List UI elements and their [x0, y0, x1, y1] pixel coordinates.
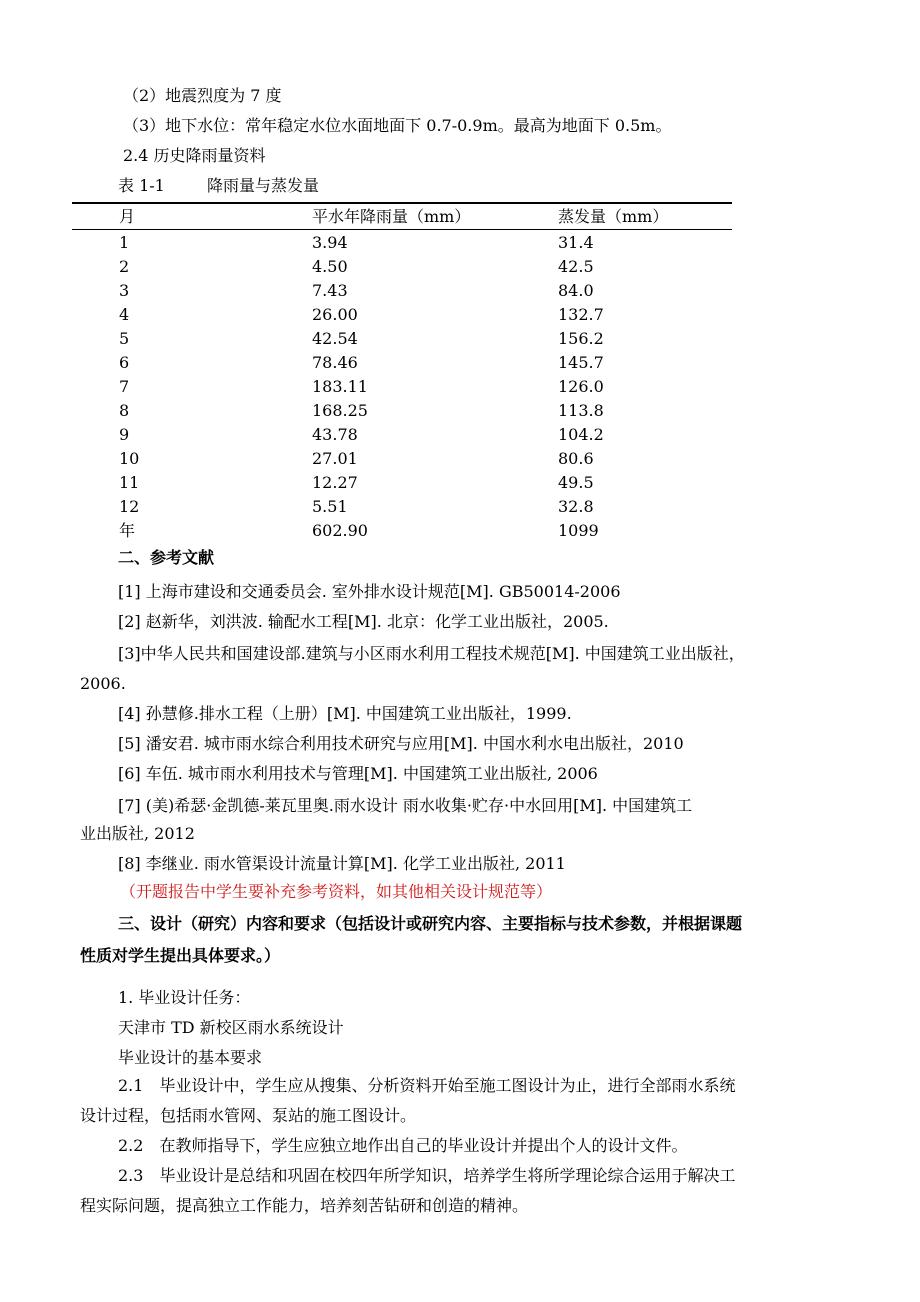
requirement-2-1-continued: 设计过程，包括雨水管网、泵站的施工图设计。 [80, 1106, 417, 1125]
groundwater-line: （3）地下水位：常年稳定水位水面地面下 0.7-0.9m。最高为地面下 0.5m。 [123, 116, 672, 135]
requirement-2-1: 2.1 毕业设计中，学生应从搜集、分析资料开始至施工图设计为止，进行全部雨水系统 [118, 1076, 736, 1095]
table-cell-rainfall: 12.27 [312, 473, 358, 492]
design-task-title: 天津市 TD 新校区雨水系统设计 [118, 1018, 344, 1037]
table-cell-rainfall: 7.43 [312, 281, 348, 300]
table-cell-rainfall: 78.46 [312, 353, 358, 372]
design-section-heading-continued: 性质对学生提出具体要求。） [80, 946, 281, 965]
reference-item-continued: 业出版社, 2012 [80, 824, 195, 843]
reference-item: [6] 车伍. 城市雨水利用技术与管理[M]. 中国建筑工业出版社, 2006 [118, 764, 598, 783]
table-cell-evaporation: 42.5 [558, 257, 594, 276]
table-cell-rainfall: 602.90 [312, 521, 368, 540]
table-header-evaporation: 蒸发量（mm） [558, 207, 669, 226]
reference-item: [3]中华人民共和国建设部.建筑与小区雨水利用工程技术规范[M]. 中国建筑工业出版社， [118, 644, 745, 663]
requirement-2-3: 2.3 毕业设计是总结和巩固在校四年所学知识，培养学生将所学理论综合运用于解决工 [118, 1166, 736, 1185]
references-heading: 二、参考文献 [118, 548, 215, 567]
table-cell-rainfall: 183.11 [312, 377, 368, 396]
table-cell-evaporation: 84.0 [558, 281, 594, 300]
table-cell-evaporation: 132.7 [558, 305, 604, 324]
table-cell-evaporation: 32.8 [558, 497, 594, 516]
table-cell-rainfall: 27.01 [312, 449, 358, 468]
reference-item: [1] 上海市建设和交通委员会. 室外排水设计规范[M]. GB50014-2006 [118, 582, 621, 601]
table-caption-title: 降雨量与蒸发量 [207, 176, 320, 195]
reference-item-continued: 2006. [80, 674, 126, 693]
reference-item: [4] 孙慧修.排水工程（上册）[M]. 中国建筑工业出版社，1999. [118, 704, 572, 723]
table-top-rule [72, 202, 732, 204]
table-cell-evaporation: 156.2 [558, 329, 604, 348]
reference-item: [5] 潘安君. 城市雨水综合利用技术研究与应用[M]. 中国水利水电出版社，2010 [118, 734, 684, 753]
table-cell-month: 5 [119, 329, 130, 348]
table-header-month: 月 [119, 207, 136, 226]
table-cell-month: 9 [119, 425, 130, 444]
table-cell-evaporation: 1099 [558, 521, 599, 540]
table-cell-evaporation: 113.8 [558, 401, 604, 420]
table-cell-rainfall: 43.78 [312, 425, 358, 444]
table-header-rainfall: 平水年降雨量（mm） [312, 207, 471, 226]
reference-item: [8] 李继业. 雨水管渠设计流量计算[M]. 化学工业出版社, 2011 [118, 854, 566, 873]
table-cell-month: 年 [119, 521, 136, 540]
table-cell-rainfall: 4.50 [312, 257, 348, 276]
table-cell-month: 6 [119, 353, 130, 372]
table-cell-evaporation: 31.4 [558, 233, 594, 252]
table-cell-evaporation: 145.7 [558, 353, 604, 372]
table-cell-evaporation: 80.6 [558, 449, 594, 468]
table-cell-month: 4 [119, 305, 130, 324]
table-cell-month: 1 [119, 233, 130, 252]
table-cell-rainfall: 26.00 [312, 305, 358, 324]
table-caption-number: 表 1-1 [118, 176, 165, 195]
table-cell-evaporation: 104.2 [558, 425, 604, 444]
requirement-2-2: 2.2 在教师指导下，学生应独立地作出自己的毕业设计并提出个人的设计文件。 [118, 1136, 688, 1155]
table-cell-rainfall: 5.51 [312, 497, 348, 516]
table-cell-month: 11 [119, 473, 140, 492]
table-cell-month: 8 [119, 401, 130, 420]
requirement-2-3-continued: 程实际问题，提高独立工作能力，培养刻苦钻研和创造的精神。 [80, 1196, 529, 1215]
table-cell-rainfall: 3.94 [312, 233, 348, 252]
design-task-heading: 1. 毕业设计任务： [118, 988, 251, 1007]
table-cell-month: 10 [119, 449, 140, 468]
basic-requirements-heading: 毕业设计的基本要求 [118, 1048, 263, 1067]
table-cell-month: 12 [119, 497, 140, 516]
table-cell-rainfall: 168.25 [312, 401, 368, 420]
table-cell-month: 3 [119, 281, 130, 300]
earthquake-line: （2）地震烈度为 7 度 [123, 86, 282, 105]
table-cell-month: 2 [119, 257, 130, 276]
reference-item: [2] 赵新华，刘洪波. 输配水工程[M]. 北京：化学工业出版社，2005. [118, 612, 609, 631]
design-section-heading: 三、设计（研究）内容和要求（包括设计或研究内容、主要指标与技术参数，并根据课题 [118, 914, 743, 933]
references-note: （开题报告中学生要补充参考资料，如其他相关设计规范等） [120, 882, 553, 901]
table-cell-rainfall: 42.54 [312, 329, 358, 348]
reference-item: [7] (美)希瑟·金凯德-莱瓦里奥.雨水设计 雨水收集·贮存·中水回用[M]. 中国建筑工 [118, 796, 693, 815]
table-cell-month: 7 [119, 377, 130, 396]
table-header-rule [72, 229, 732, 230]
table-cell-evaporation: 49.5 [558, 473, 594, 492]
table-cell-evaporation: 126.0 [558, 377, 604, 396]
rainfall-heading: 2.4 历史降雨量资料 [123, 146, 266, 165]
